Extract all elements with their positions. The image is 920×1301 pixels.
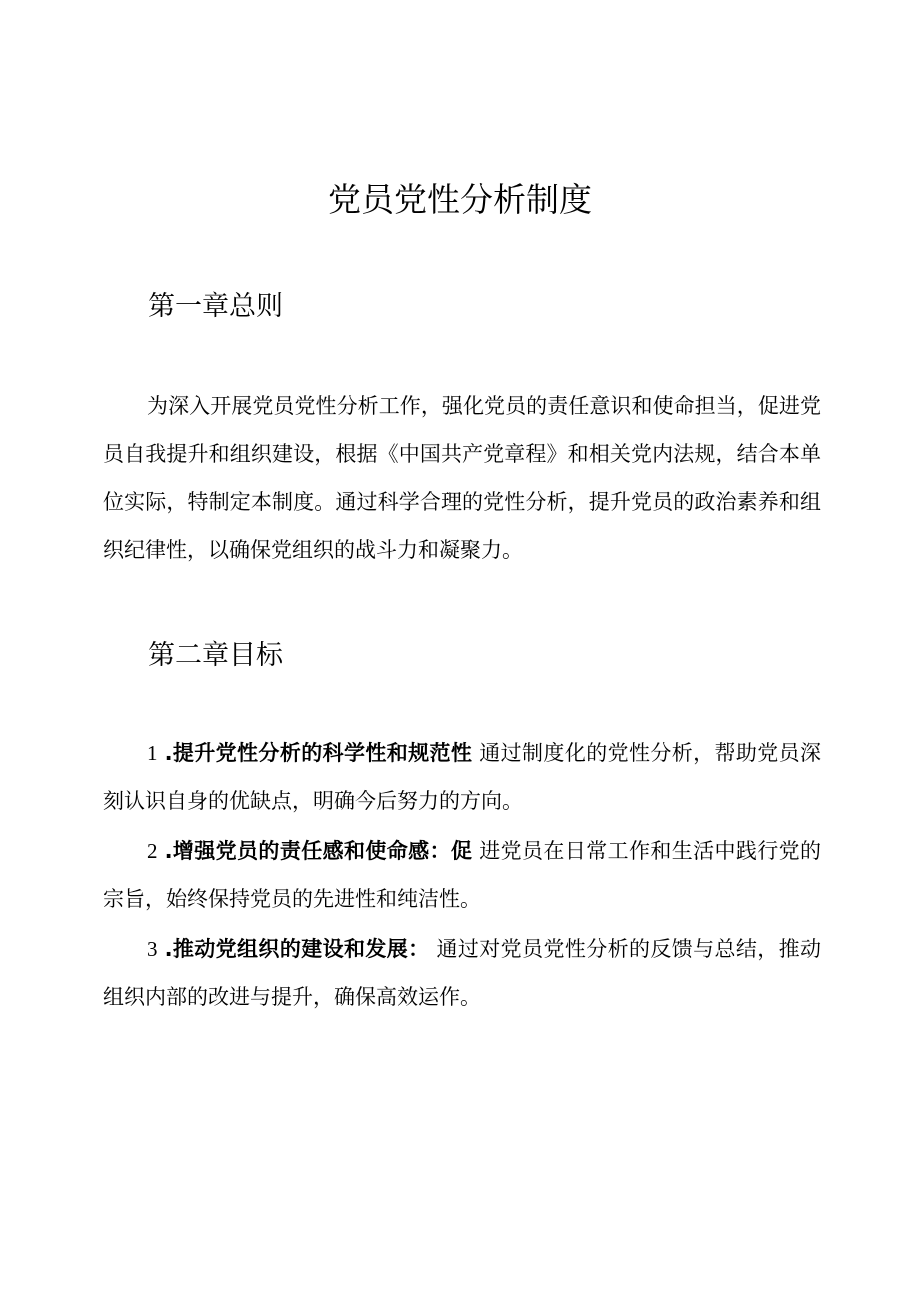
list-item-text: 通过制度化的党性分析，帮助党员深刻认识自身的优缺点，明确今后努力的方向。 xyxy=(103,741,821,813)
list-item xyxy=(103,729,821,825)
list-item-number: 3 xyxy=(147,937,158,961)
list-item xyxy=(103,925,821,1021)
list-item-text: 进党员在日常工作和生活中践行党的宗旨，始终保持党员的先进性和纯洁性。 xyxy=(103,839,821,911)
objectives-list xyxy=(103,729,821,1023)
list-item-number: 1 xyxy=(147,741,158,765)
list-item-text: 通过对党员党性分析的反馈与总结，推动组织内部的改进与提升，确保高效运作。 xyxy=(103,937,821,1009)
list-item-number: 2 xyxy=(147,839,158,863)
chapter-heading-objectives: 第二章目标 xyxy=(148,640,283,671)
chapter-heading-general-provisions: 第一章总则 xyxy=(148,291,283,322)
document-title: 党员党性分析制度 xyxy=(328,180,592,219)
list-item xyxy=(103,827,821,923)
list-item-title: .提升党性分析的科学性和规范性 xyxy=(164,741,473,765)
list-item-title: .推动党组织的建设和发展： xyxy=(164,937,430,961)
general-provisions-paragraph: 为深入开展党员党性分析工作，强化党员的责任意识和使命担当，促进党员自我提升和组织建设，根据《中国共产党章程》和相关党内法规，结合本单位实际，特制定本制度。通过科学合理的党性分析，提升党员的政治素养和组织纪律性，以确保党组织的战斗力和凝聚力。 xyxy=(103,394,821,562)
list-item-title: .增强党员的责任感和使命感：促 xyxy=(164,839,473,863)
